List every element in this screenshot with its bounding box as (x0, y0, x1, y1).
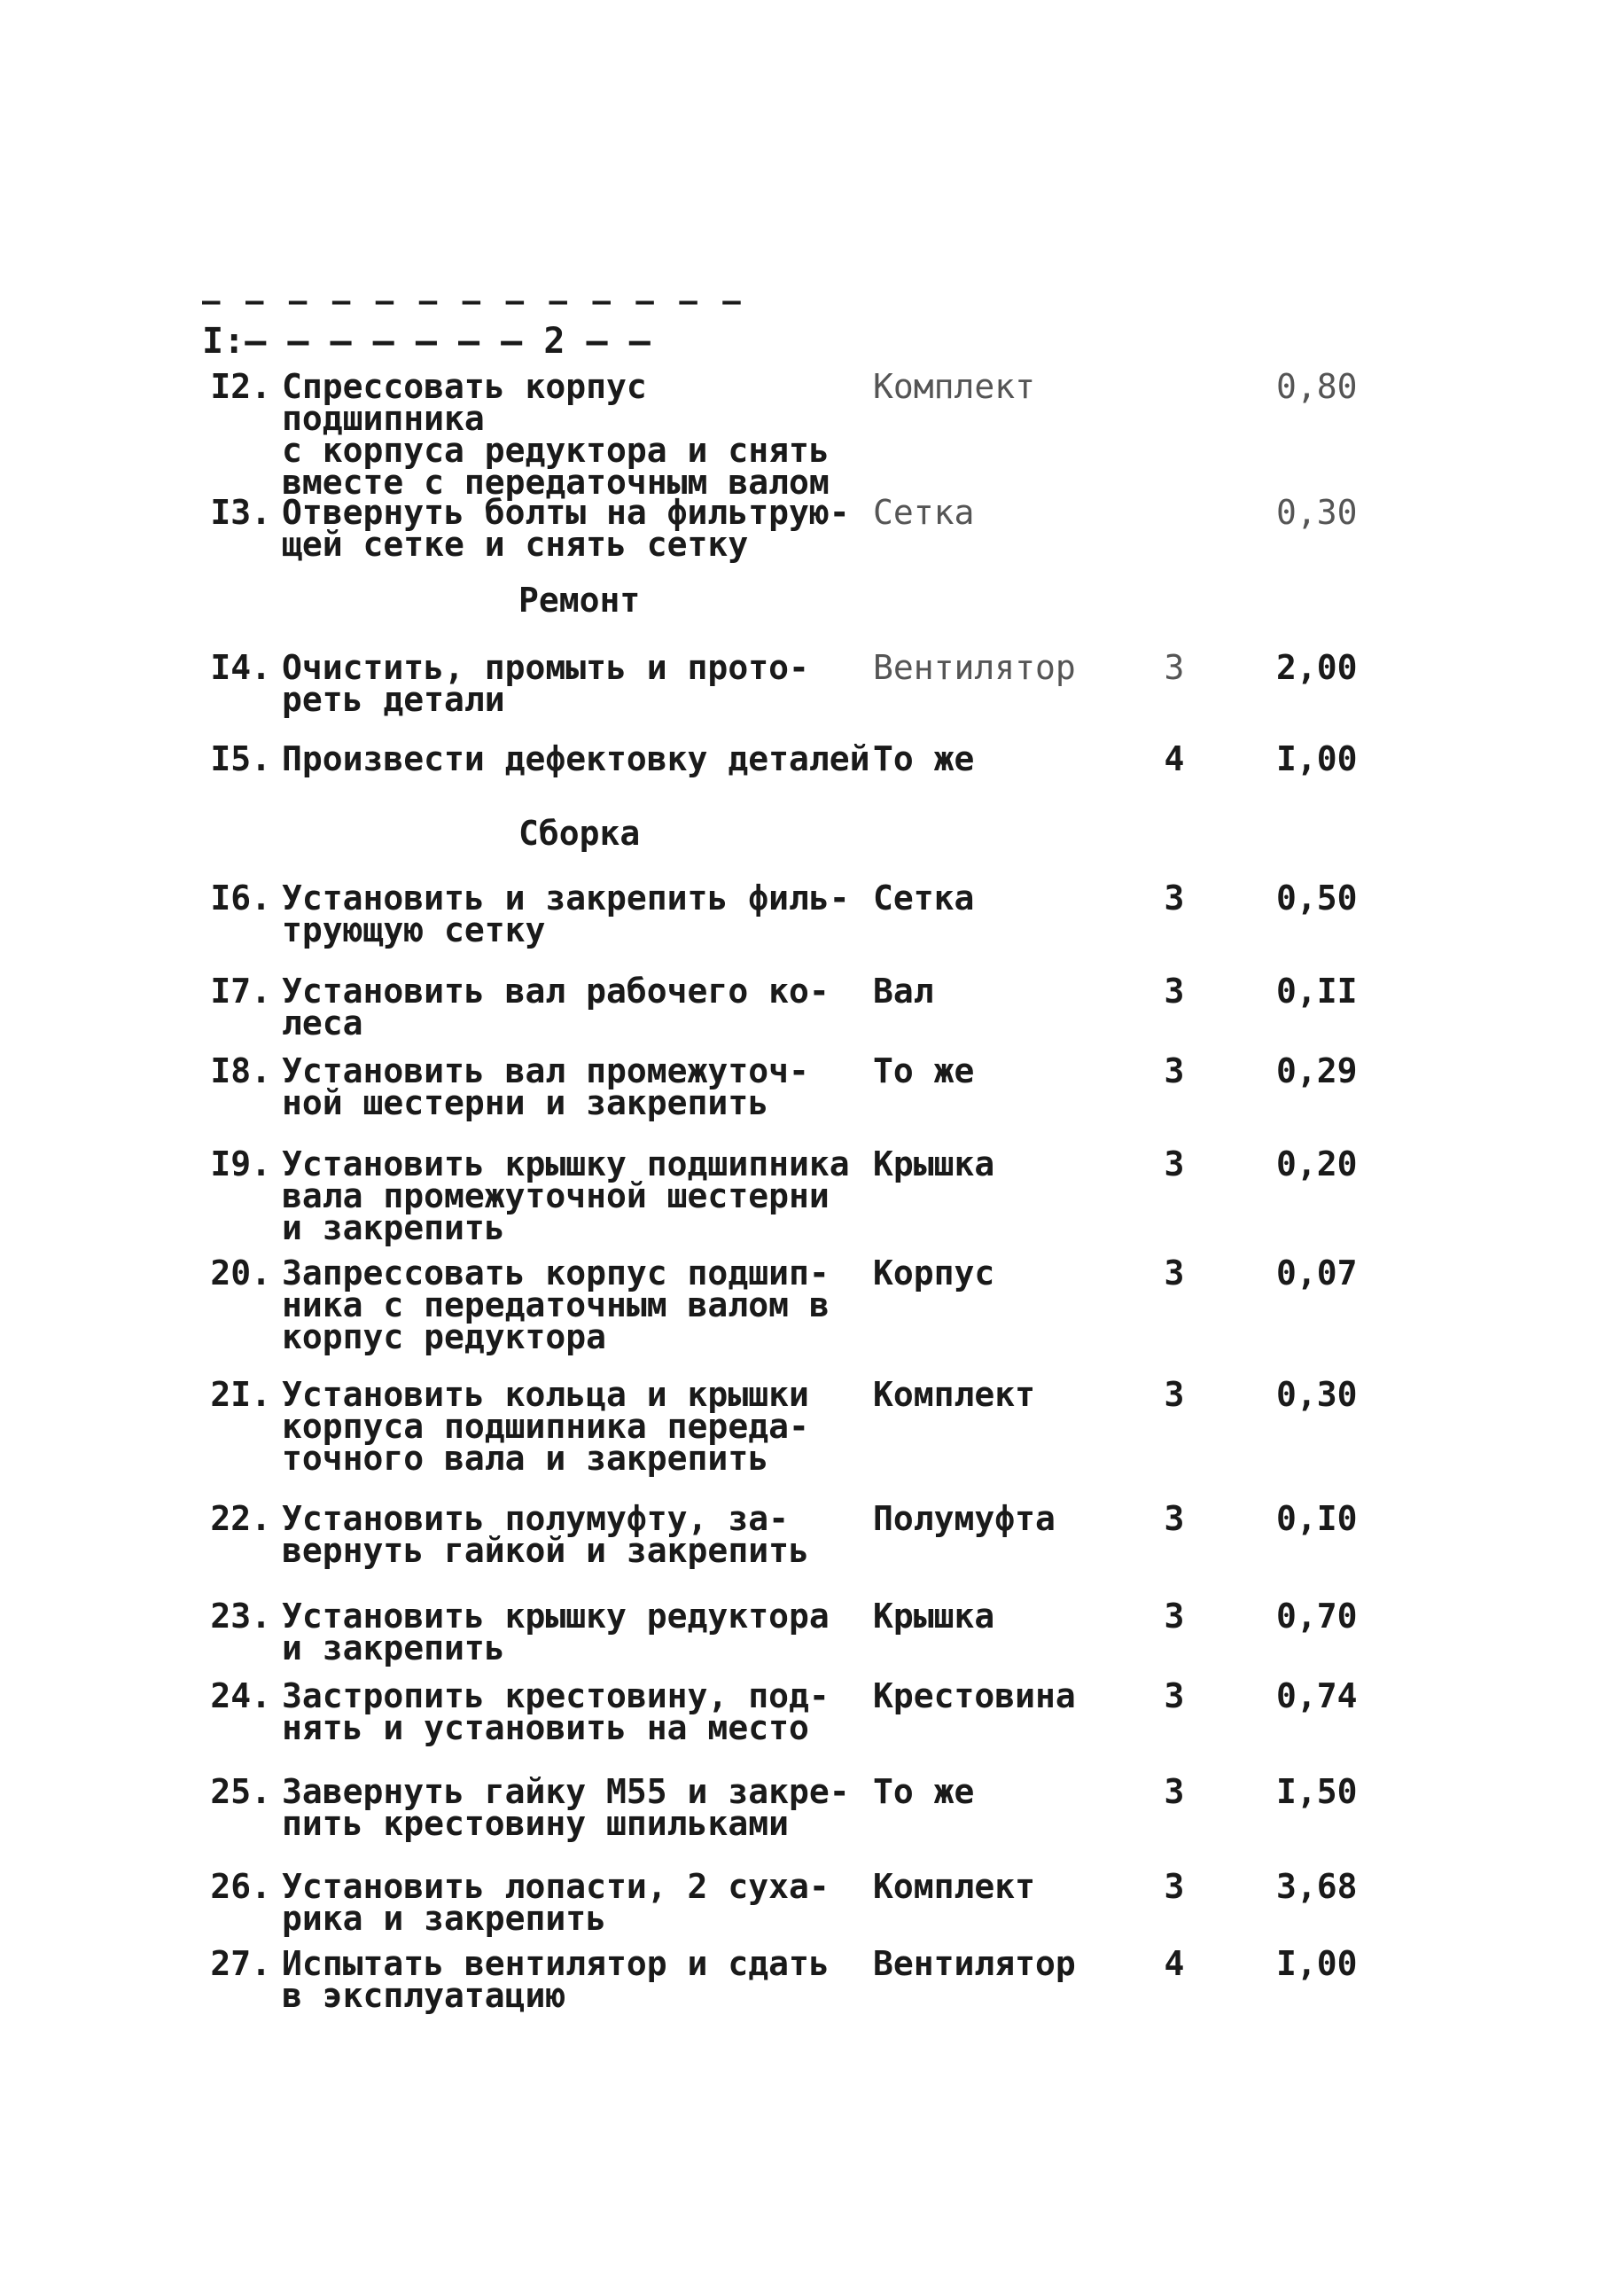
operation-number: I4. (210, 648, 271, 687)
operation-grade: 4 (1164, 739, 1185, 778)
operation-description: Установить крышку редуктора и закрепить (282, 1597, 830, 1667)
operation-time: 2,00 (1276, 648, 1358, 687)
operation-object: Корпус (873, 1253, 995, 1292)
operation-description: Установить полумуфту, за- вернуть гайкой и закрепить (282, 1499, 809, 1570)
operation-number: 26. (210, 1867, 271, 1906)
operation-object: Сетка (873, 493, 975, 532)
operation-time: I,00 (1276, 739, 1358, 778)
operation-object: Крестовина (873, 1676, 1076, 1715)
operation-grade: 3 (1164, 1375, 1185, 1414)
operation-description: Произвести дефектовку деталей (282, 739, 870, 778)
operation-object: То же (873, 1051, 975, 1090)
operation-number: I6. (210, 879, 271, 918)
operation-description: Отвернуть болты на фильтрую- щей сетке и снять сетку (282, 493, 850, 564)
operation-time: 0,70 (1276, 1597, 1358, 1636)
operation-object: То же (873, 1772, 975, 1811)
operation-grade: 3 (1164, 1597, 1185, 1636)
operation-number: I3. (210, 493, 271, 532)
operation-grade: 4 (1164, 1944, 1185, 1983)
operation-object: То же (873, 739, 975, 778)
operation-number: I2. (210, 367, 271, 406)
operation-number: 2I. (210, 1375, 271, 1414)
operation-description: Установить и закрепить филь- трующую сетку (282, 879, 850, 949)
column-number-1: I (202, 321, 224, 362)
operation-grade: 3 (1164, 1253, 1185, 1292)
operation-number: I8. (210, 1051, 271, 1090)
section-heading-assembly: Сборка (518, 814, 641, 853)
operation-time: I,50 (1276, 1772, 1358, 1811)
operation-time: 0,07 (1276, 1253, 1358, 1292)
operation-number: 25. (210, 1772, 271, 1811)
operation-time: 0,II (1276, 972, 1358, 1011)
operation-grade: 3 (1164, 1144, 1185, 1183)
section-heading-repair: Ремонт (518, 581, 641, 620)
operation-description: Очистить, промыть и прото- реть детали (282, 648, 809, 719)
operation-number: 20. (210, 1253, 271, 1292)
column-number-dashes: — — — — — — — (245, 321, 523, 362)
column-number-2: 2 (543, 321, 565, 362)
operation-description: Установить вал промежуточ- ной шестерни и закрепить (282, 1051, 809, 1122)
column-number-row (202, 321, 651, 362)
operation-number: 24. (210, 1676, 271, 1715)
header-dash-rule: — — — — — — — — — — — — — (202, 284, 744, 319)
operation-number: I5. (210, 739, 271, 778)
operation-grade: 3 (1164, 972, 1185, 1011)
operation-number: 23. (210, 1597, 271, 1636)
operation-time: 0,29 (1276, 1051, 1358, 1090)
operation-object: Комплект (873, 1867, 1036, 1906)
operation-number: 27. (210, 1944, 271, 1983)
operation-description: Установить лопасти, 2 суха- рика и закрепить (282, 1867, 830, 1938)
operation-grade: 3 (1164, 1772, 1185, 1811)
column-number-tail: — — (586, 321, 651, 362)
operation-time: 0,30 (1276, 493, 1358, 532)
operation-object: Крышка (873, 1597, 995, 1636)
operation-object: Комплект (873, 367, 1036, 406)
operation-grade: 3 (1164, 1676, 1185, 1715)
operation-grade: 3 (1164, 648, 1185, 687)
operation-time: I,00 (1276, 1944, 1358, 1983)
operation-time: 0,I0 (1276, 1499, 1358, 1538)
operation-object: Вал (873, 972, 934, 1011)
operation-description: Спрессовать корпус подшипника с корпуса редуктора и снять вместе с передаточным валом (282, 367, 830, 502)
operation-time: 0,30 (1276, 1375, 1358, 1414)
operation-time: 0,50 (1276, 879, 1358, 918)
operation-description: Завернуть гайку М55 и закре- пить крестовину шпильками (282, 1772, 850, 1843)
operation-grade: 3 (1164, 879, 1185, 918)
operation-object: Крышка (873, 1144, 995, 1183)
operation-object: Сетка (873, 879, 975, 918)
operation-time: 0,20 (1276, 1144, 1358, 1183)
operation-number: I7. (210, 972, 271, 1011)
operation-object: Вентилятор (873, 1944, 1076, 1983)
operation-grade: 3 (1164, 1051, 1185, 1090)
operation-description: Застропить крестовину, под- нять и установить на место (282, 1676, 830, 1747)
operation-description: Запрессовать корпус подшип- ника с передаточным валом в корпус редуктора (282, 1253, 830, 1356)
operation-time: 0,80 (1276, 367, 1358, 406)
operation-description: Установить вал рабочего ко- леса (282, 972, 830, 1043)
operation-object: Вентилятор (873, 648, 1076, 687)
operation-object: Полумуфта (873, 1499, 1056, 1538)
operation-description: Установить кольца и крышки корпуса подшипника переда- точного вала и закрепить (282, 1375, 809, 1478)
operation-grade: 3 (1164, 1499, 1185, 1538)
operation-description: Испытать вентилятор и сдать в эксплуатацию (282, 1944, 830, 2015)
operation-grade: 3 (1164, 1867, 1185, 1906)
operation-object: Комплект (873, 1375, 1036, 1414)
column-separator: : (223, 321, 245, 362)
operation-number: 22. (210, 1499, 271, 1538)
operation-description: Установить крышку подшипника вала промежуточной шестерни и закрепить (282, 1144, 850, 1247)
operation-time: 3,68 (1276, 1867, 1358, 1906)
operation-number: I9. (210, 1144, 271, 1183)
operation-time: 0,74 (1276, 1676, 1358, 1715)
